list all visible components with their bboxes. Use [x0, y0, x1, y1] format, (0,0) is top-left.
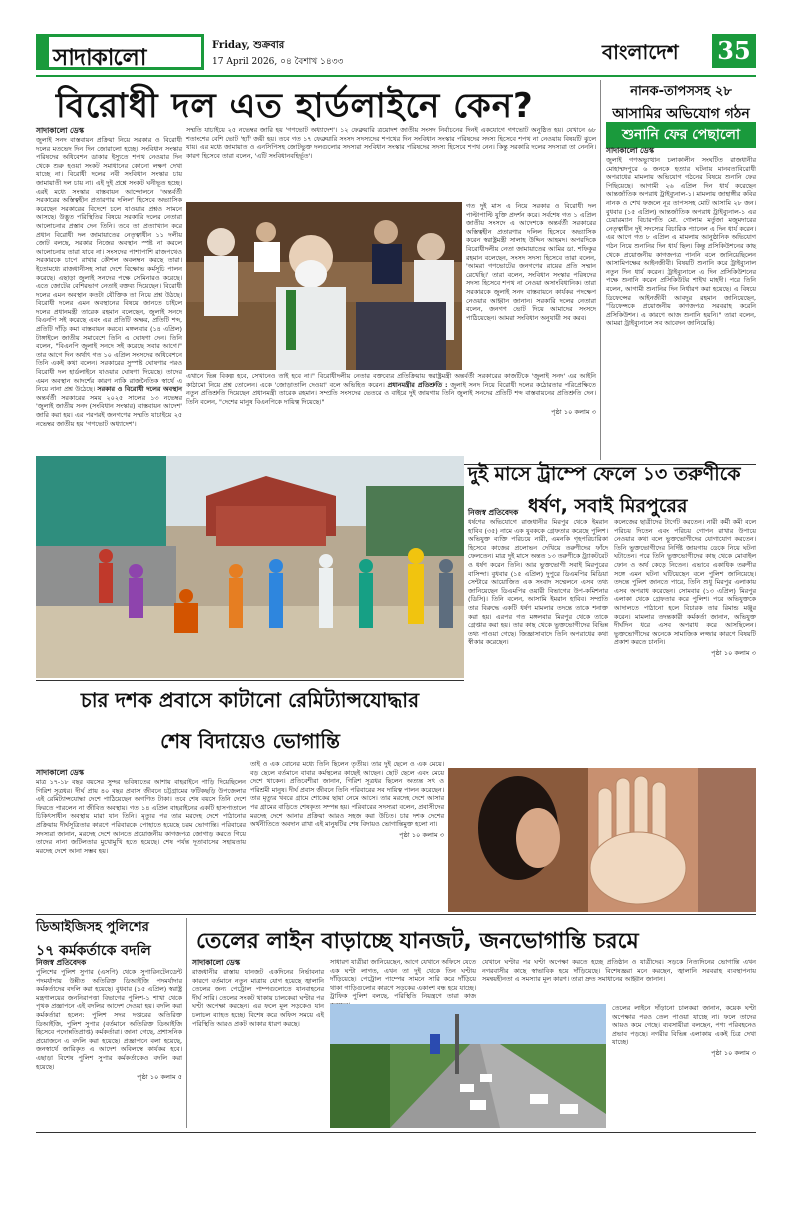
- lead-subhead-2: প্রধানমন্ত্রীর প্রতিশ্রুতি :: [387, 380, 448, 389]
- lead-subhead-1: সরকার ও বিরোধী দলের অবস্থান: [97, 385, 182, 394]
- lead-photo: [186, 202, 462, 370]
- village-photo-svg: [36, 456, 464, 678]
- story3-byline: সাদাকালো ডেস্ক: [36, 768, 85, 777]
- story4-body-text: পুলিশের পুলিশ সুপার (এসপি) থেকে সুপারিনটেনডেন্ট পদমর্যাদায় উন্নীত অতিরিক্ত ডিআইজি পদমর্যাদার কর্মকর্তাদের বদলি করা হয়েছে। বুধবার (১৫ এপ্রিল) স্বরাষ্ট্র মন্ত্রণালয়ের জননিরাপত্তা বিভাগের পুলিশ-১ শাখা থেকে পৃথক প্রজ্ঞাপনে এই বদলির আদেশ দেওয়া হয়। বদলি করা কর্মকর্তারা হলেন: পুলিশ সদর দপ্তরের অতিরিক্ত ডিআইজি, পুলিশ সুপার (বর্তমানে অতিরিক্ত ডিআইজি হিসেবে পদোন্নতিপ্রাপ্ত) কর্মকর্তারা। জানা গেছে, প্রশাসনিক প্রয়োজনে এ বদলি করা হয়েছে। প্রজ্ঞাপনে বলা হয়েছে, জনস্বার্থে জারিকৃত এ আদেশ অবিলম্বে কার্যকর হবে। এছাড়া বিশেষ পুলিশ সুপার কর্মকর্তাকেও বদলি করা হয়েছে।: [36, 968, 182, 1071]
- story2-continue: পৃষ্ঠা ১০ কলাম ৩: [711, 648, 756, 657]
- story4-headline-line1: ডিআইজিসহ পুলিশের: [36, 920, 149, 935]
- side-kicker: নানক-তাপসসহ ২৮: [630, 84, 732, 99]
- lead-col2-bottom-text: এখানে ভিন্ন বিকল্প হবে, সেখানেও তাই হবে না।" বিরোধীদলীয় নেতার বক্তব্যের প্রতিক্রিয়ায় স্বরাষ্ট্রমন্ত্রী অন্তর্বর্তী সরকারের কাজটিকে 'জুলাই সনদ' এর আইনি কাঠামো নিয়ে প্রশ্ন তোলেন। একে 'জোড়াতালি দেওয়া' বলে অভিহিত করেন।: [186, 372, 596, 389]
- masthead-day: Friday, শুক্রবার: [212, 40, 285, 51]
- story2-headline-line1: দুই মাসে ট্রাম্পে ফেলে ১৩ তরুণীকে: [468, 463, 741, 485]
- lead-headline: বিরোধী দল এত হার্ডলাইনে কেন?: [56, 86, 534, 126]
- lead-continue: পৃষ্ঠা ১০ কলাম ৩: [551, 408, 596, 417]
- story4-headline: [36, 918, 182, 963]
- story5-continue: পৃষ্ঠা ১০ কলাম ৩: [711, 1048, 756, 1057]
- parliament-photo-svg: [186, 202, 462, 370]
- story5-col1: রাজধানীর রাস্তায় যানজট একদিনের নির্ভাবনার কারণে বর্তমানে নতুন মাত্রায় যোগ হয়েছে জ্বালানি তেলের জন্য পেট্রোল পাম্পগুলোতে যানবাহনের দীর্ঘ সারি। তেলের সংকট থাকায় চালকেরা ঘণ্টার পর ঘণ্টা অপেক্ষা করছেন। এর ফলে মূল সড়কেও যান চলাচল ব্যাহত হচ্ছে। বিশেষ করে অফিস সময়ে এই পরিস্থিতি আরও প্রকট আকার ধারণ করছে।: [192, 968, 324, 1028]
- story3-col2-text: তাই ও এক বোনের মধ্যে তিনি ছিলেন তৃতীয়। তার দুই ছেলে ও এক মেয়ে। বড় ছেলে বর্তমানে বাবার কর্মস্থলের কাছেই আছেন। ছোট ছেলে এবং মেয়ে দেশে থাকেন। প্রতিবেশীরা জানান, গিরিশ সূত্রধর ছিলেন অত্যন্ত সৎ ও পরিশ্রমী মানুষ। দীর্ঘ প্রবাস জীবনে তিনি পরিবারের সব দায়িত্ব পালন করেছেন। তার মৃত্যুর খবরে গ্রামে শোকের ছায়া নেমে আসে। তার মরদেহ দেশে আসার পর গ্রামের বাড়িতে শেষকৃত্য সম্পন্ন হয়। পরিবারের সদস্যরা বলেন, প্রবাসীদের মরদেহ দেশে আনার প্রক্রিয়া আরও সহজ করা উচিত। চার দশক দেশের অর্থনীতিতে অবদান রাখা এই মানুষটির শেষ বিদায়ও ভোগান্তিমুক্ত হলো না।: [250, 760, 445, 829]
- masthead-date: 17 April 2026, ০৪ বৈশাখ ১৪৩৩: [212, 57, 344, 67]
- story3-headline: [36, 686, 464, 760]
- side-divider: [600, 80, 601, 460]
- story4-divider: [186, 918, 187, 1128]
- divider-3: [36, 914, 756, 915]
- story4-body: [36, 968, 182, 1128]
- lead-col1: [36, 136, 182, 462]
- bottom-rule: [36, 1132, 756, 1133]
- story5-col4: [612, 1004, 756, 1128]
- village-photo: [36, 456, 464, 678]
- traffic-photo-svg: [330, 1004, 606, 1128]
- story3-continue: পৃষ্ঠা ১০ কলাম ৩: [399, 830, 444, 839]
- page-number: 35: [717, 36, 751, 65]
- lead-col3: গত দুই মাস এ নিয়ে সরকার ও বিরোধী দল পাল্টাপাল্টি যুক্তি প্রদর্শন করে। সর্বশেষ গত ১ এপ্রিল জাতীয় সংসদে এ আদেশকে অন্তর্বর্তী সরকারের অস্তিত্বহীন প্রতারণার দলিল হিসেবে অভ্যাসিক করেন স্বরাষ্ট্রমন্ত্রী সালাহ উদ্দিন আহমদ। অপরদিকে বিরোধীদলীয় নেতা জামায়াতের আমির ডা. শফিকুর রহমান বলেছেন, সংসদ সদস্য হিসেবে তারা বলেন, 'আমরা গণভোটের জনগণের রায়ের প্রতি সম্মান রেখেছি।' তারা বলেন, সংবিধান সংস্কার পরিষদের সদস্য হিসেবে শপথ না নেওয়া অসাংবিধানিক। তারা সরকারকে জুলাই সনদ বাস্তবায়নে কার্যকর পদক্ষেপ নেওয়ার আহ্বান জানান। সরকারি দলের নেতারা বলেন, জনগণ ভোট দিয়ে আমাদের সংসদে পাঠিয়েছেন। আমরা সংবিধান অনুযায়ী সব করব।: [466, 202, 596, 322]
- side-headline-1: আসামির অভিযোগ গঠন: [612, 106, 750, 122]
- lead-col1b-text: অন্তর্বর্তী সরকারের সময় ২০২৫ সালের ১৩ নভেম্বর 'জুলাই জাতীয় সনদ (সংবিধান সংস্কার) বাস্তবায়ন আদেশ' জারি করা হয়। এর পরপরই জনগণের সম্মতি যাচাইয়ে ২৫ নভেম্বর জাতীয় হয় 'গণভোট অধ্যাদেশ'।: [36, 393, 182, 428]
- logo-green-block: [39, 37, 49, 67]
- story2-col2-text: কলেজের ছাত্রীদের টার্গেট করতেন। নারী কর্মী কমী বলে পরিচয় দিতেন এবং পরিচয় গোপন রাখার উপায়ে নেওয়ার কথা বলে ভুক্তভোগীদের যোগাযোগ করতেন। তিনি ভুক্তভোগীদের নির্দিষ্ট জায়গায় ডেকে নিয়ে ঘটনা ঘটাতেন। পরে তিনি ভুক্তভোগীদের কাছ থেকে মোবাইল ফোন ও অর্থ কেড়ে নিতেন। এভাবে একাধিক তরুণীর সঙ্গে এমন ঘটনা ঘটিয়েছেন বলে পুলিশ জানিয়েছে। তদন্তে পুলিশ জানতে পারে, তিনি শুধু মিরপুর এলাকায় এসব অপরাধ করেছেন। সোমবার (১৩ এপ্রিল) মিরপুর এলাকা থেকে গ্রেফতার করে পুলিশ। পরে অভিযুক্তকে আদালতে পাঠানো হলে বিচারক তার রিমান্ড মঞ্জুর করেন। মামলার তদন্তকারী কর্মকর্তা জানান, অভিযুক্ত দীর্ঘদিন ধরে এসব অপরাধ করে আসছিলেন। ভুক্তভোগীদের অনেকে সামাজিক লজ্জার কারণে বিষয়টি প্রকাশ করতে চাননি।: [614, 518, 756, 647]
- lead-col2-top: সম্মতি যাচাইয়ে ২৫ নভেম্বর জারি হয় 'গণভোট অধ্যাদেশ'। ১২ ফেব্রুয়ারি ত্রয়োদশ জাতীয় সংসদ নির্বাচনের দিনই একযোগে গণভোট অনুষ্ঠিত হয়। যেখানে ৬৮ শতাংশের বেশি ভোট 'হ্যাঁ' জয়ী হয়। তবে গত ১৭ ফেব্রুয়ারি সংসদ সদস্যদের শপথের দিন সংবিধান সংস্কার পরিষদের সদস্য হিসেবে শপথ না নেওয়ায় বিষয়টি ঝুলে যায়। এর মধ্যে জামায়াত ও এনসিপিসহ জোটভুক্ত দলগুলোর সদস্যরা সংবিধান সংস্কার পরিষদের সদস্য হিসেবে শপথ নেন। কিন্তু সরকারি দলের সদস্যরা তা নেননি। কারণ হিসেবে তারা বলেন, 'এটি সংবিধানবহির্ভূত'।: [186, 126, 596, 160]
- story2-col2: [614, 518, 756, 772]
- story3-headline-line2: শেষ বিদায়েও ভোগান্তি: [160, 729, 340, 753]
- story5-col3: যেখানে ঘণ্টার পর ঘণ্টা অপেক্ষা করতে হচ্ছে প্রতিষ্ঠান ও যাত্রীদের। সড়কে নিত্যদিনের ভোগান্তি এখন নগরবাসীর কাছে স্বাভাবিক হয়ে দাঁড়িয়েছে। বিশেষজ্ঞরা মনে করছেন, জ্বালানি সরবরাহ ব্যবস্থাপনায় সমন্বয়হীনতা এ সমস্যার মূল কারণ। তারা দ্রুত সমাধানের আহ্বান জানান।: [482, 958, 756, 984]
- story2-headline-line2: ধর্ষণ, সবাই মিরপুরের: [528, 495, 688, 517]
- lead-col2-bottom2-text: জুলাই সনদ নিয়ে বিরোধী দলের কঠোরতার পরিপ্রেক্ষিতে নতুন প্রতিশ্রুতি দিয়েছেন প্রধানমন্ত্রী তারেক রহমান। সম্প্রতি সংসদের ভেতরে ও বাইরে দুই জায়গায় তিনি জুলাই সনদের প্রতিটি শব্দ বাস্তবায়নের প্রতিশ্রুতি দেন। তিনি বলেন, "দেশের মানুষ বিএনপিকে দায়িত্ব দিয়েছে।": [186, 380, 596, 406]
- story4-continue: পৃষ্ঠা ১০ কলাম ৫: [137, 1073, 182, 1082]
- story5-col2: সাধারণ যাত্রীরা জানিয়েছেন, আগে যেখানে অফিসে যেতে এক ঘণ্টা লাগত, এখন তা দুই থেকে তিন ঘণ্টায় দাঁড়িয়েছে। পেট্রোল পাম্পের সামনে সারি করে দাঁড়িয়ে থাকা গাড়িগুলোর কারণে সড়কের একাংশ বন্ধ হয়ে যাচ্ছে। ট্রাফিক পুলিশ বলছে, পরিস্থিতি নিয়ন্ত্রণে তারা কাজ: [330, 958, 476, 1001]
- hand-photo-svg: [448, 768, 756, 912]
- masthead-logo-box: [36, 34, 204, 70]
- section-name: বাংলাদেশ: [602, 40, 679, 64]
- story4-headline-line2: ১৭ কর্মকর্তাকে বদলি: [36, 943, 151, 959]
- lead-col2-bottom: [186, 372, 596, 462]
- story5-headline: তেলের লাইন বাড়াচ্ছে যানজট, জনভোগান্তি চরমে: [196, 929, 639, 954]
- story2-col1: ধর্ষণের অভিযোগে রাজধানীর মিরপুর থেকে ইমরান হাবিব (৩৫) নামে এক যুবককে গ্রেফতার করেছে পুলিশ। অভিযুক্ত ব্যক্তি পরিচয়ে নারী, এমনকি গৃহপরিচারিকা হিসেবে কাজের প্রলোভন দেখিয়ে তরুণীদের ফাঁদে ফেলতেন। মাত্র দুই মাসে অন্তত ১৩ তরুণীকে ট্র্যাকটরেট ও ধর্ষণ করেন তিনি। আর ভুক্তভোগী সবাই মিরপুরের বাসিন্দা। বুধবার (১৫ এপ্রিল) দুপুরে ডিএমপির মিডিয়া সেন্টারে আয়োজিত এক সংবাদ সম্মেলনে এসব তথ্য জানিয়েছেন ডিএমপির ওয়ারী বিভাগের উপ-কমিশনার (ডিসি)। তিনি বলেন, আসামি ইমরান হাবিব। সম্প্রতি তার বিরুদ্ধে একটি ধর্ষণ মামলার তদন্তে তাকে শনাক্ত করা হয়। এরপর গত মঙ্গলবার মিরপুর থেকে তাকে গ্রেপ্তার করা হয়। তার কাছ থেকে ভুক্তভোগীদের বিভিন্ন তথ্য পাওয়া গেছে। জিজ্ঞাসাবাদে তিনি অপরাধের কথা স্বীকার করেছেন।: [468, 518, 608, 647]
- story3-col2: [250, 760, 444, 906]
- lead-byline: সাদাকালো ডেস্ক: [36, 126, 85, 135]
- story2-byline: নিজস্ব প্রতিবেদক: [468, 508, 519, 517]
- story3-headline-line1: চার দশক প্রবাসে কাটানো রেমিট্যান্সযোদ্ধার: [80, 688, 420, 712]
- story5-col4-text: তেলের লাইনে দাঁড়ানো চালকরা জানান, কয়েক ঘণ্টা অপেক্ষার পরও তেল পাওয়া যাচ্ছে না। ফলে তাদের আয়ও কমে গেছে। ব্যবসায়ীরা বলছেন, পণ্য পরিবহনেও প্রভাব পড়ছে। নগরীর বিভিন্ন এলাকায় একই চিত্র দেখা যাচ্ছে।: [612, 1004, 756, 1047]
- story5-photo: [330, 1004, 606, 1128]
- lead-col1-text: জুলাই সনদ বাস্তবায়ন প্রক্রিয়া নিয়ে সরকার ও বিরোধী দলের মতভেদ দিন দিন জোরালো হচ্ছে। সংবিধান সংস্কার পরিষদের অধিবেশন ডাকার ইস্যুতে শপথ নেওয়ার দিন থেকে শুরু হওয়া সংকট সমাধানের কোনো লক্ষণ দেখা যাচ্ছে না। বিরোধী দলের নবী সংবিধান সংস্কার চায় জামায়াতী দল চায় না। এই দুই প্রশ্নে সংকট ঘনীভূত হচ্ছে। এরই মধ্যে সংস্কার বাস্তবায়ন আন্দোলনে 'অন্তর্বর্তী সরকারের অস্তিত্বহীন প্রতারণার দলিল' হিসেবে অভ্যাসিক করেছেন সরকারের বিদেশে চলে যাওয়ার প্রশ্নও সামনে আসছে। উদ্ভূত পরিস্থিতির বিষয়ে সরকারি দলের নেতারা আলোচনার প্রস্তাব দেন তিনি। তবে তা প্রত্যাখ্যান করে প্রধান বিরোধী দল জামায়াতের নেতৃত্বাধীন ১১ দলীয় জোট বলছে, সরকার নিজের অবস্থান স্পষ্ট না করলে আলোচনায় তারা যাবে না। সংসদের পাশাপাশি রাজপথেও সরকারকে চাপে রাখার কৌশল অবলম্বন করছে তারা। ইতোমধ্যে রাজধানীসহ সারা দেশে বিক্ষোভ কর্মসূচি পালন করেছে। এছাড়া জুলাই সনদের পক্ষে সেমিনারও করেছে। এতে জোটের বেশিরভাগ নেতাই বক্তব্য দিয়েছেন। বিরোধী দলের এমন অবস্থান কতটা যৌক্তিক তা নিয়ে প্রশ্ন উঠছে। বিরোধী দলের এমন অবস্থানের বিষয়ে জানতে চাইলে দলের প্রধানমন্ত্রী তারেক রহমান বলেছেন, জুলাই সনদে বিএনপি সই করেছে এবং এর প্রতিটি অক্ষর, প্রতিটি শব্দ, প্রতিটি দাঁড়ি কমা বাস্তবায়ন করবে। মঙ্গলবার (১৪ এপ্রিল) টাঙ্গাইলে জাতীয় সমাবেশে তিনি এ ঘোষণা দেন। তিনি বলেন, "বিএনপি জুলাই সনদে সই করেছে সবার আগে।" তার আগে দিন অর্থাৎ গত ১০ এপ্রিল সংসদের অধিবেশনে তিনি একই কথা বলেন। সরকারের সুস্পষ্ট ঘোষণার পরও বিরোধী দল হার্ডলাইনে যাওয়ার ঘোষণা দিয়েছে। তাদের এমন অবস্থান আদর্শের কারণ নাকি রাজনৈতিক স্বার্থে এ নিয়ে নানা প্রশ্ন উঠেছে।: [36, 136, 182, 394]
- side-headline-2: শুনানি ফের পেছালো: [606, 122, 756, 148]
- story3-col1: মাত্র ১৭-১৮ বছর বয়সের সুন্দর ভবিষ্যতের আশায় বাহরাইনে পাড়ি দিয়েছিলেন গিরিশ সূত্রধর। দীর্ঘ প্রায় ৪০ বছর প্রবাস জীবনে চট্টগ্রামের ফটিকছড়ি উপজেলার এই রেমিট্যান্সযোদ্ধা দেশে পাঠিয়েছেন অগণিত টাকা। তবে শেষ বয়সে তিনি দেশে ফিরতে পারলেন না জীবিত অবস্থায়। গত ১৪ এপ্রিল বাহরাইনের একটি হাসপাতালে চিকিৎসাধীন অবস্থায় মারা যান তিনি। মৃত্যুর পর তার মরদেহ দেশে পাঠানোর প্রক্রিয়ায় দীর্ঘসূত্রিতার কারণে পরিবারকে পোহাতে হয়েছে চরম ভোগান্তি। পরিবারের সদস্যরা জানান, মরদেহ দেশে আনতে প্রয়োজনীয় কাগজপত্র জোগাড় করতে গিয়ে তাদের নানা জটিলতার মুখোমুখি হতে হয়েছে। শেষ পর্যন্ত দূতাবাসের সহায়তায় মরদেহ দেশে আনা সম্ভব হয়।: [36, 778, 246, 855]
- side-byline: সাদাকালো ডেস্ক: [606, 146, 655, 155]
- masthead-rule: [36, 75, 756, 77]
- story5-byline: সাদাকালো ডেস্ক: [192, 958, 241, 967]
- divider-2: [36, 680, 464, 681]
- logo-text: সাদাকালো: [53, 44, 146, 71]
- side-body: জুলাই গণঅভ্যুত্থান চলাকালীন সংঘটিত রাজধানীর মোহাম্মদপুরে ৬ জনকে হত্যার ঘটনায় মানবতাবিরোধী অপরাধের মামলায় অভিযোগ গঠনের বিষয়ে শুনানি ফের পিছিয়েছে। আগামী ২৬ এপ্রিল দিন ধার্য করেছেন আন্তর্জাতিক অপরাধ ট্রাইব্যুনাল-১। মামলায় জাহাঙ্গীর কবির নানক ও শেখ ফজলে নূর তাপসসহ মোট আসামি ২৮ জন। বুধবার (১৫ এপ্রিল) আন্তর্জাতিক অপরাধ ট্রাইব্যুনাল-১ এর চেয়ারম্যান বিচারপতি মো. গোলাম মর্তুজা মজুমদারের নেতৃত্বাধীন দুই সদস্যের বিচারিক প্যানেল এ দিন ধার্য করেন। এর আগে গত ৮ এপ্রিল এ মামলায় আনুষ্ঠানিক অভিযোগ গঠন নিয়ে শুনানির দিন ধার্য ছিল। কিন্তু প্রসিকিউশনের কাছ থেকে প্রয়োজনীয় কাগজপত্র পাননি বলে জানিয়েছিলেন আসামিপক্ষের আইনজীবী। বিষয়টি শুনানি করে ট্রাইব্যুনাল নতুন দিন ধার্য করেন। ট্রাইব্যুনালে এ দিন প্রসিকিউশনের পক্ষে শুনানি করেন প্রসিকিউটর শাইখ মাহদী। পরে তিনি বলেন, আগামী শুনানির দিন নির্ধারণ করা হয়েছে। এ বিষয়ে ডিফেন্সের আইনজীবী আবদুর রহমান জানিয়েছেন, "ডিফেন্সকে প্রয়োজনীয় কাগজপত্র সরবরাহ করেনি প্রসিকিউশন। এ কারণে আজ শুনানি হয়নি।" তারা বলেন, আমরা ট্রাইব্যুনালে সব আবেদন জানিয়েছি।: [606, 156, 756, 328]
- story4-byline: নিজস্ব প্রতিবেদক: [36, 958, 87, 967]
- masthead: [36, 34, 756, 74]
- story2-photo: [448, 768, 756, 912]
